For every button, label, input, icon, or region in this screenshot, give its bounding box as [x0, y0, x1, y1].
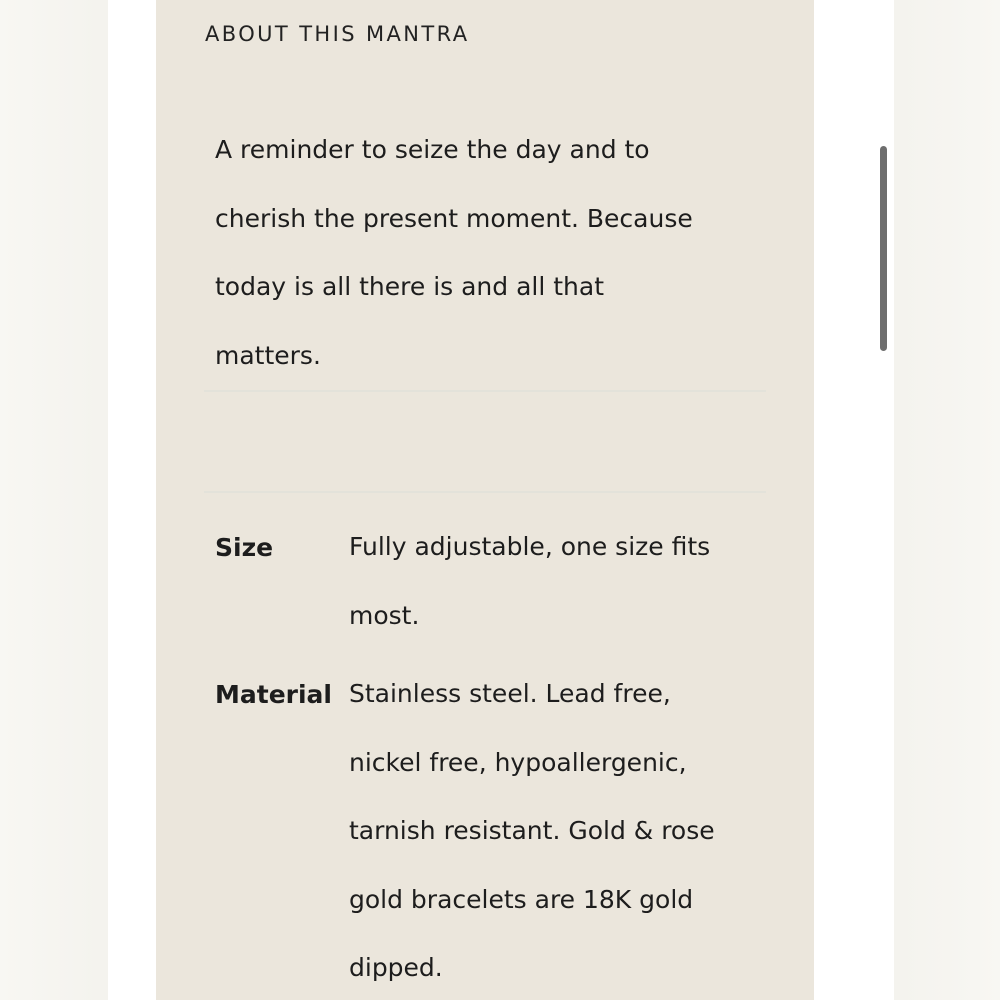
spec-label-material: Material [215, 680, 332, 709]
spec-value-line: Stainless steel. Lead free, [349, 679, 671, 708]
spec-label-size: Size [215, 533, 274, 562]
spec-value-line: nickel free, hypoallergenic, [349, 747, 687, 777]
divider [204, 390, 766, 392]
description-line: cherish the present moment. Because [215, 203, 693, 233]
description-line: today is all there is and all that [215, 272, 605, 301]
description-line: matters. [215, 340, 321, 370]
divider [204, 491, 766, 493]
spec-value-material [349, 660, 769, 1000]
spec-value-line: most. [349, 600, 420, 630]
mantra-description [215, 116, 775, 390]
description-line: A reminder to seize the day and to [215, 135, 650, 164]
spec-value-line: tarnish resistant. Gold & rose [349, 816, 715, 845]
spec-value-line: Fully adjustable, one size fits [349, 532, 711, 561]
spec-value-line: dipped. [349, 953, 443, 982]
spec-value-size [349, 513, 769, 650]
scrollbar[interactable] [880, 146, 887, 351]
spec-value-line: gold bracelets are 18K gold [349, 884, 694, 914]
section-title: ABOUT THIS MANTRA [205, 22, 470, 46]
